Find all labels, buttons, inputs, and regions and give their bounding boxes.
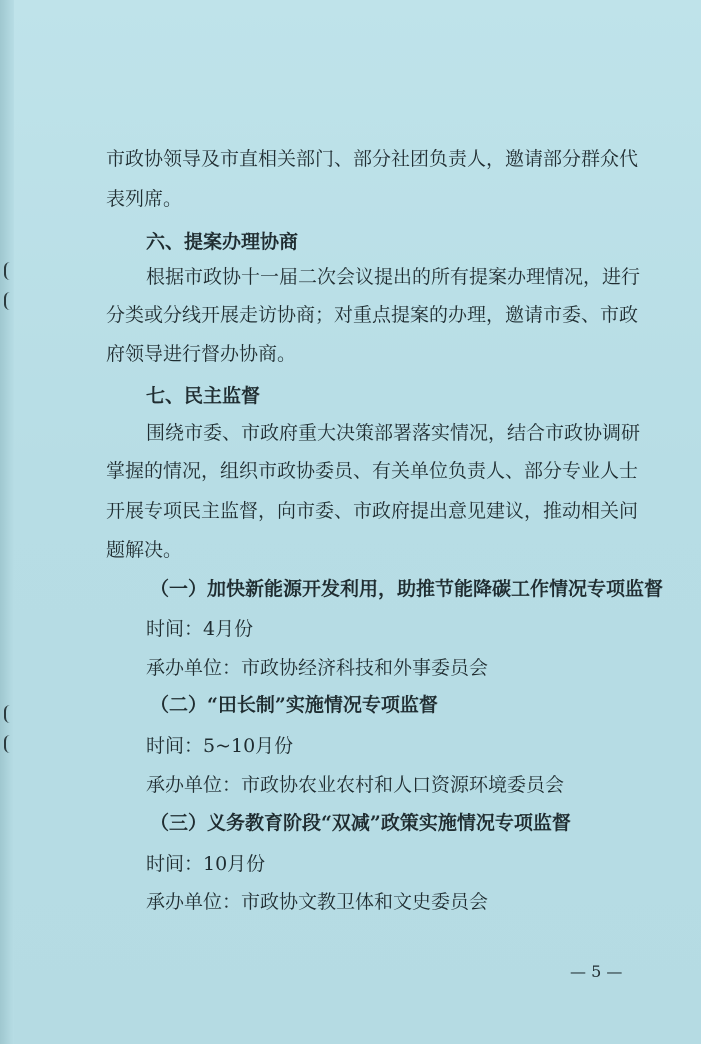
paragraph-line: 开展专项民主监督，向市委、市政府提出意见建议，推动相关问	[106, 500, 639, 522]
paragraph-line: 题解决。	[106, 539, 183, 561]
paragraph-line: 掌握的情况，组织市政协委员、有关单位负责人、部分专业人士	[106, 460, 639, 482]
paragraph-line: 围绕市委、市政府重大决策部署落实情况，结合市政协调研	[146, 422, 641, 444]
section-heading: 六、提案办理协商	[146, 231, 299, 253]
subsection-heading: （二）“田长制”实施情况专项监督	[150, 694, 438, 716]
paragraph-line: 根据市政协十一届二次会议提出的所有提案办理情况，进行	[146, 266, 641, 288]
detail-line: 时间：4月份	[146, 618, 254, 640]
paragraph-line: 表列席。	[106, 188, 183, 210]
detail-line: 承办单位：市政协经济科技和外事委员会	[146, 657, 489, 679]
section-heading: 七、民主监督	[146, 385, 261, 407]
detail-line: 承办单位：市政协农业农村和人口资源环境委员会	[146, 774, 565, 796]
paragraph-line: 分类或分线开展走访协商；对重点提案的办理，邀请市委、市政	[106, 304, 639, 326]
detail-line: 时间：10月份	[146, 853, 266, 875]
subsection-heading: （一）加快新能源开发利用，助推节能降碳工作情况专项监督	[150, 578, 664, 600]
paragraph-line: 府领导进行督办协商。	[106, 343, 297, 365]
subsection-heading: （三）义务教育阶段“双减”政策实施情况专项监督	[150, 812, 571, 834]
paragraph-line: 市政协领导及市直相关部门、部分社团负责人，邀请部分群众代	[106, 148, 639, 170]
detail-line: 时间：5~10月份	[146, 735, 294, 757]
detail-line: 承办单位：市政协文教卫体和文史委员会	[146, 891, 489, 913]
page-number: — 5 —	[570, 962, 623, 981]
